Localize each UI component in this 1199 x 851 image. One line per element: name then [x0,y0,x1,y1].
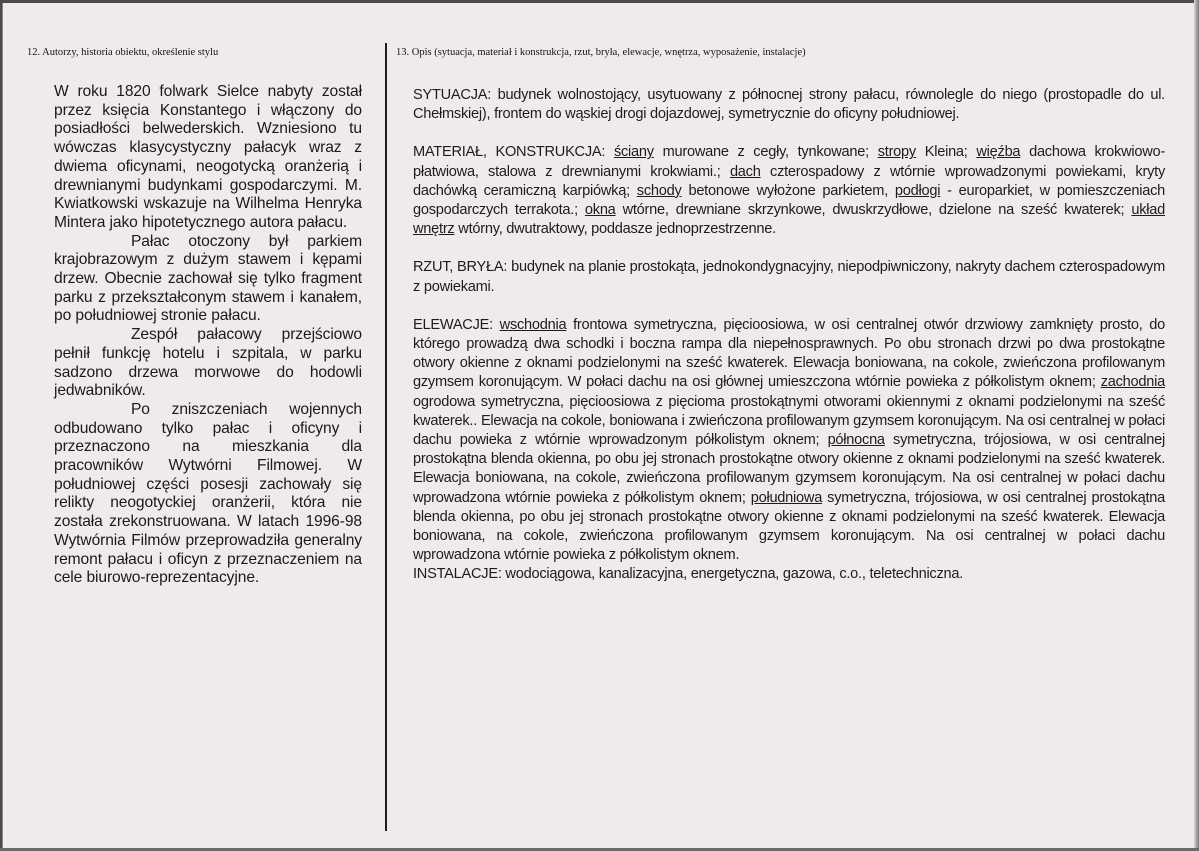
term-stairs: schody [636,182,682,199]
history-paragraph: Po zniszczeniach wojennych odbudowano tylko pałac i oficyny i przeznaczono na mieszkania dla pracowników Wytwórni Filmowej. W południowej części posesji zachowały się relikty neogotyckiej oranżerii, która nie została zrekonstruowana. W latach 1996-98 Wytwórnia Filmów przeprowadziła generalny remont pałacu i oficyn z przeznaczeniem na cele biurowo-reprezentacyjne. [54,400,362,587]
material-label: MATERIAŁ, KONSTRUKCJA: [413,144,614,161]
history-paragraph: Zespół pałacowy przejściowo pełnił funkcję hotelu i szpitala, w parku sadzono drzewa morwowe do hodowli jedwabników. [54,326,362,400]
material-paragraph [413,143,1165,239]
column-divider [385,43,387,831]
term-walls: ściany [613,144,654,161]
description-column [413,86,1165,585]
section-12-header: 12. Autorzy, historia obiektu, określenie stylu [27,47,219,58]
term-west: zachodnia [1100,374,1165,391]
situation-label: SYTUACJA: [413,87,492,103]
scanned-document-page [2,3,1195,848]
plan-text: budynek na planie prostokąta, jednokondygnacyjny, niepodpiwniczony, nakryty dachem czterospadowym z powiekami. [413,259,1165,295]
elevations-paragraph [413,316,1165,566]
situation-text: budynek wolnostojący, usytuowany z północnej strony pałacu, równolegle do niego (prostopadle do ul. Chełmskiej), frontem do wąskiej drogi dojazdowej, symetrycznie do oficyny południowej. [413,87,1165,123]
material-text: dachowa krokwiowo-płatwiowa, stalowa z drewnianymi krokwiami.; [413,144,1165,180]
section-13-header: 13. Opis (sytuacja, materiał i konstrukcja, rzut, bryła, elewacje, wnętrza, wyposażenie, instalacje) [396,47,806,58]
history-paragraph: W roku 1820 folwark Sielce nabyty został przez księcia Konstantego i włączony do posiadłości belwederskich. Wzniesiono tu wówczas klasycystyczny pałacyk wraz z dwiema oficynami, neogotycką oranżerią i drewnianymi budynkami gospodarczymi. M. Kwiatkowski wskazuje na Wilhelma Henryka Mintera jako hipotetycznego autora pałacu. [54,83,362,231]
term-ceilings: stropy [877,144,916,161]
material-text: czterospadowy z wtórnie wprowadzonymi powiekami, kryty dachówką ceramiczną karpiówką; [413,163,1165,199]
history-column [54,83,362,588]
term-roof-truss: więźba [976,144,1021,161]
elevation-text: frontowa symetryczna, pięcioosiowa, w osi centralnej otwór drzwiowy zamknięty prosto, do którego prowadzą dwa schodki i boczna rampa dla niepełnosprawnych. Po obu stronach drzwi po dwa prostokątne otwory okienne z oknami podzielonymi na sześć kwaterek. Elewacja boniowana, na cokole, zwieńczona profilowanym gzymsem koronującym. W połaci dachu na osi głównej umieszczona wtórnie powieka z półkolistym oknem; [413,316,1166,391]
term-floors: podłogi [894,182,941,199]
material-text: - europarkiet, w pomieszczeniach gospodarczych terrakota.; [413,182,1166,219]
material-text: betonowe wyłożone parkietem, [681,182,895,199]
term-windows: okna [584,202,616,219]
elevation-text: symetryczna, trójosiowa, w osi centralnej prostokątna blenda okienna, po obu jej stronach prostokątne otwory okienne z oknami podzielonymi na sześć kwaterek. Elewacja boniowana, na cokole, zwieńczona profilowanym gzymsem koronującym. Na osi centralnej w połaci dachu wprowadzona wtórnie powieka z półkolistym oknem; [413,432,1165,506]
plan-label: RZUT, BRYŁA: [413,259,508,276]
elevations-label: ELEWACJE: [413,316,500,333]
term-south: południowa [750,489,823,506]
material-text: wtórny, dwutraktowy, poddasze jednoprzestrzenne. [454,221,776,238]
elevation-text: ogrodowa symetryczna, pięcioosiowa z pięcioma prostokątnymi otworami okiennymi z oknami podzielonymi na sześć kwaterek.. Elewacja na cokole, boniowana i zwieńczona profilowanym gzymsem koronującym. Na osi centralnej w połaci dachu powieka z wtórnie wprowadzonym półkolistym oknem; [413,393,1165,449]
plan-paragraph [413,258,1165,296]
term-north: północna [827,432,885,449]
situation-paragraph [413,86,1165,124]
scan-edge-shadow [1194,0,1199,851]
material-text: murowane z cegły, tynkowane; [653,144,878,161]
term-east: wschodnia [499,316,567,333]
material-text: Kleina; [915,144,977,161]
material-text: wtórne, drewniane skrzynkowe, dwuskrzydłowe, dzielone na sześć kwaterek; [615,202,1132,219]
elevation-text: symetryczna, trójosiowa, w osi centralnej prostokątna blenda okienna, po obu jej stronach prostokątne otwory okienne z oknami podzielonymi na sześć kwaterek. Elewacja boniowana, na cokole, zwieńczona profilowanym gzymsem koronującym. Na osi centralnej w połaci dachu wprowadzona wtórnie powieka z półkolistym oknem. [413,489,1165,564]
history-paragraph: Pałac otoczony był parkiem krajobrazowym z dużym stawem i kępami drzew. Obecnie zachował się tylko fragment parku z przekształconym stawem i kanałem, po południowej stronie pałacu. [54,232,362,325]
installations-label: INSTALACJE: [413,566,502,583]
term-roof: dach [729,163,761,180]
term-interior-layout: układ wnętrz [413,202,1165,238]
installations-paragraph [413,565,1165,584]
installations-text: wodociągowa, kanalizacyjna, energetyczna, gazowa, c.o., teletechniczna. [501,566,964,583]
